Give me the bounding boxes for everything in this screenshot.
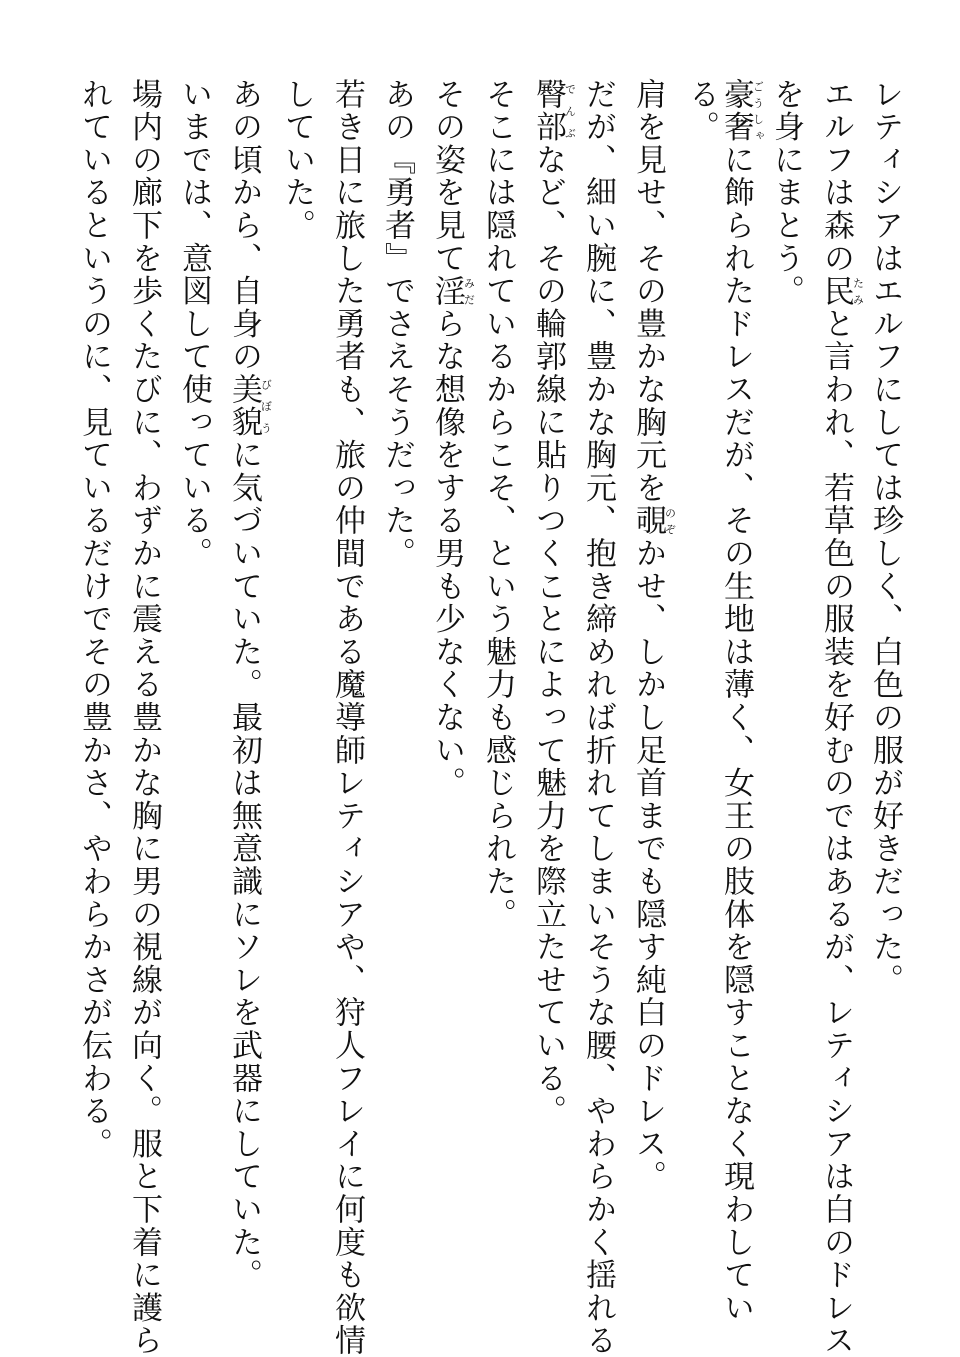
- ruby-reading: でんぶ: [563, 78, 577, 144]
- ruby-annotation: 淫みだ: [429, 274, 476, 308]
- text-line-12: 若き日に旅した勇者も、旅の仲間である魔導師レティシアや、狩人フレイに何度も欲情: [329, 78, 365, 1357]
- text-line-3: を身にまとう。: [768, 78, 804, 308]
- text-line-17: れているというのに、見ているだけでその豊かさ、やわらかさが伝わる。: [76, 78, 112, 1161]
- ruby-reading: ごうしゃ: [751, 78, 765, 144]
- text-line-14: あの頃から、自身の美貌びぼうに気づいていた。最初は無意識にソレを武器にしていた。: [226, 78, 273, 1292]
- text-line-16: 場内の廊下を歩くたびに、わずかに震える豊かな胸に男の視線が向く。服と下着に護ら: [126, 78, 162, 1357]
- ruby-reading: みだ: [462, 274, 476, 308]
- ruby-annotation: 臀部でんぶ: [530, 78, 577, 144]
- text-line-13: していた。: [279, 78, 315, 242]
- text-line-15: いまでは、意図して使っている。: [176, 78, 212, 570]
- text-line-2: エルフは森の民たみと言われ、若草色の服装を好むのではあるが、レティシアは白のドレス: [818, 78, 865, 1357]
- text-line-10: その姿を見て淫みだらな想像をする男も少なくない。: [429, 78, 476, 800]
- text-line-7: だが、細い腕に、豊かな胸元、抱き締めれば折れてしまいそうな腰、やわらかく揺れる: [580, 78, 616, 1357]
- text-line-5: る。: [683, 78, 719, 144]
- ruby-reading: たみ: [851, 274, 865, 308]
- text-line-11: あの『勇者』でさえそうだった。: [379, 78, 415, 570]
- text-line-8: 臀部でんぶなど、その輪郭線に貼りつくことによって魅力を際立たせている。: [530, 78, 577, 1128]
- ruby-annotation: 豪奢ごうしゃ: [718, 78, 765, 144]
- text-line-1: レティシアはエルフにしては珍しく、白色の服が好きだった。: [867, 78, 903, 997]
- ruby-annotation: 覗のぞ: [630, 504, 677, 538]
- ruby-reading: びぼう: [259, 373, 273, 439]
- text-line-4: 豪奢ごうしゃに飾られたドレスだが、その生地は薄く、女王の肢体を隠すことなく現わしてい: [718, 78, 765, 1325]
- ruby-annotation: 民たみ: [818, 274, 865, 308]
- ruby-reading: のぞ: [663, 504, 677, 538]
- ruby-annotation: 美貌びぼう: [226, 373, 273, 439]
- text-line-9: そこには隠れているからこそ、という魅力も感じられた。: [480, 78, 516, 931]
- text-line-6: 肩を見せ、その豊かな胸元を覗のぞかせ、しかし足首までも隠す純白のドレス。: [630, 78, 677, 1194]
